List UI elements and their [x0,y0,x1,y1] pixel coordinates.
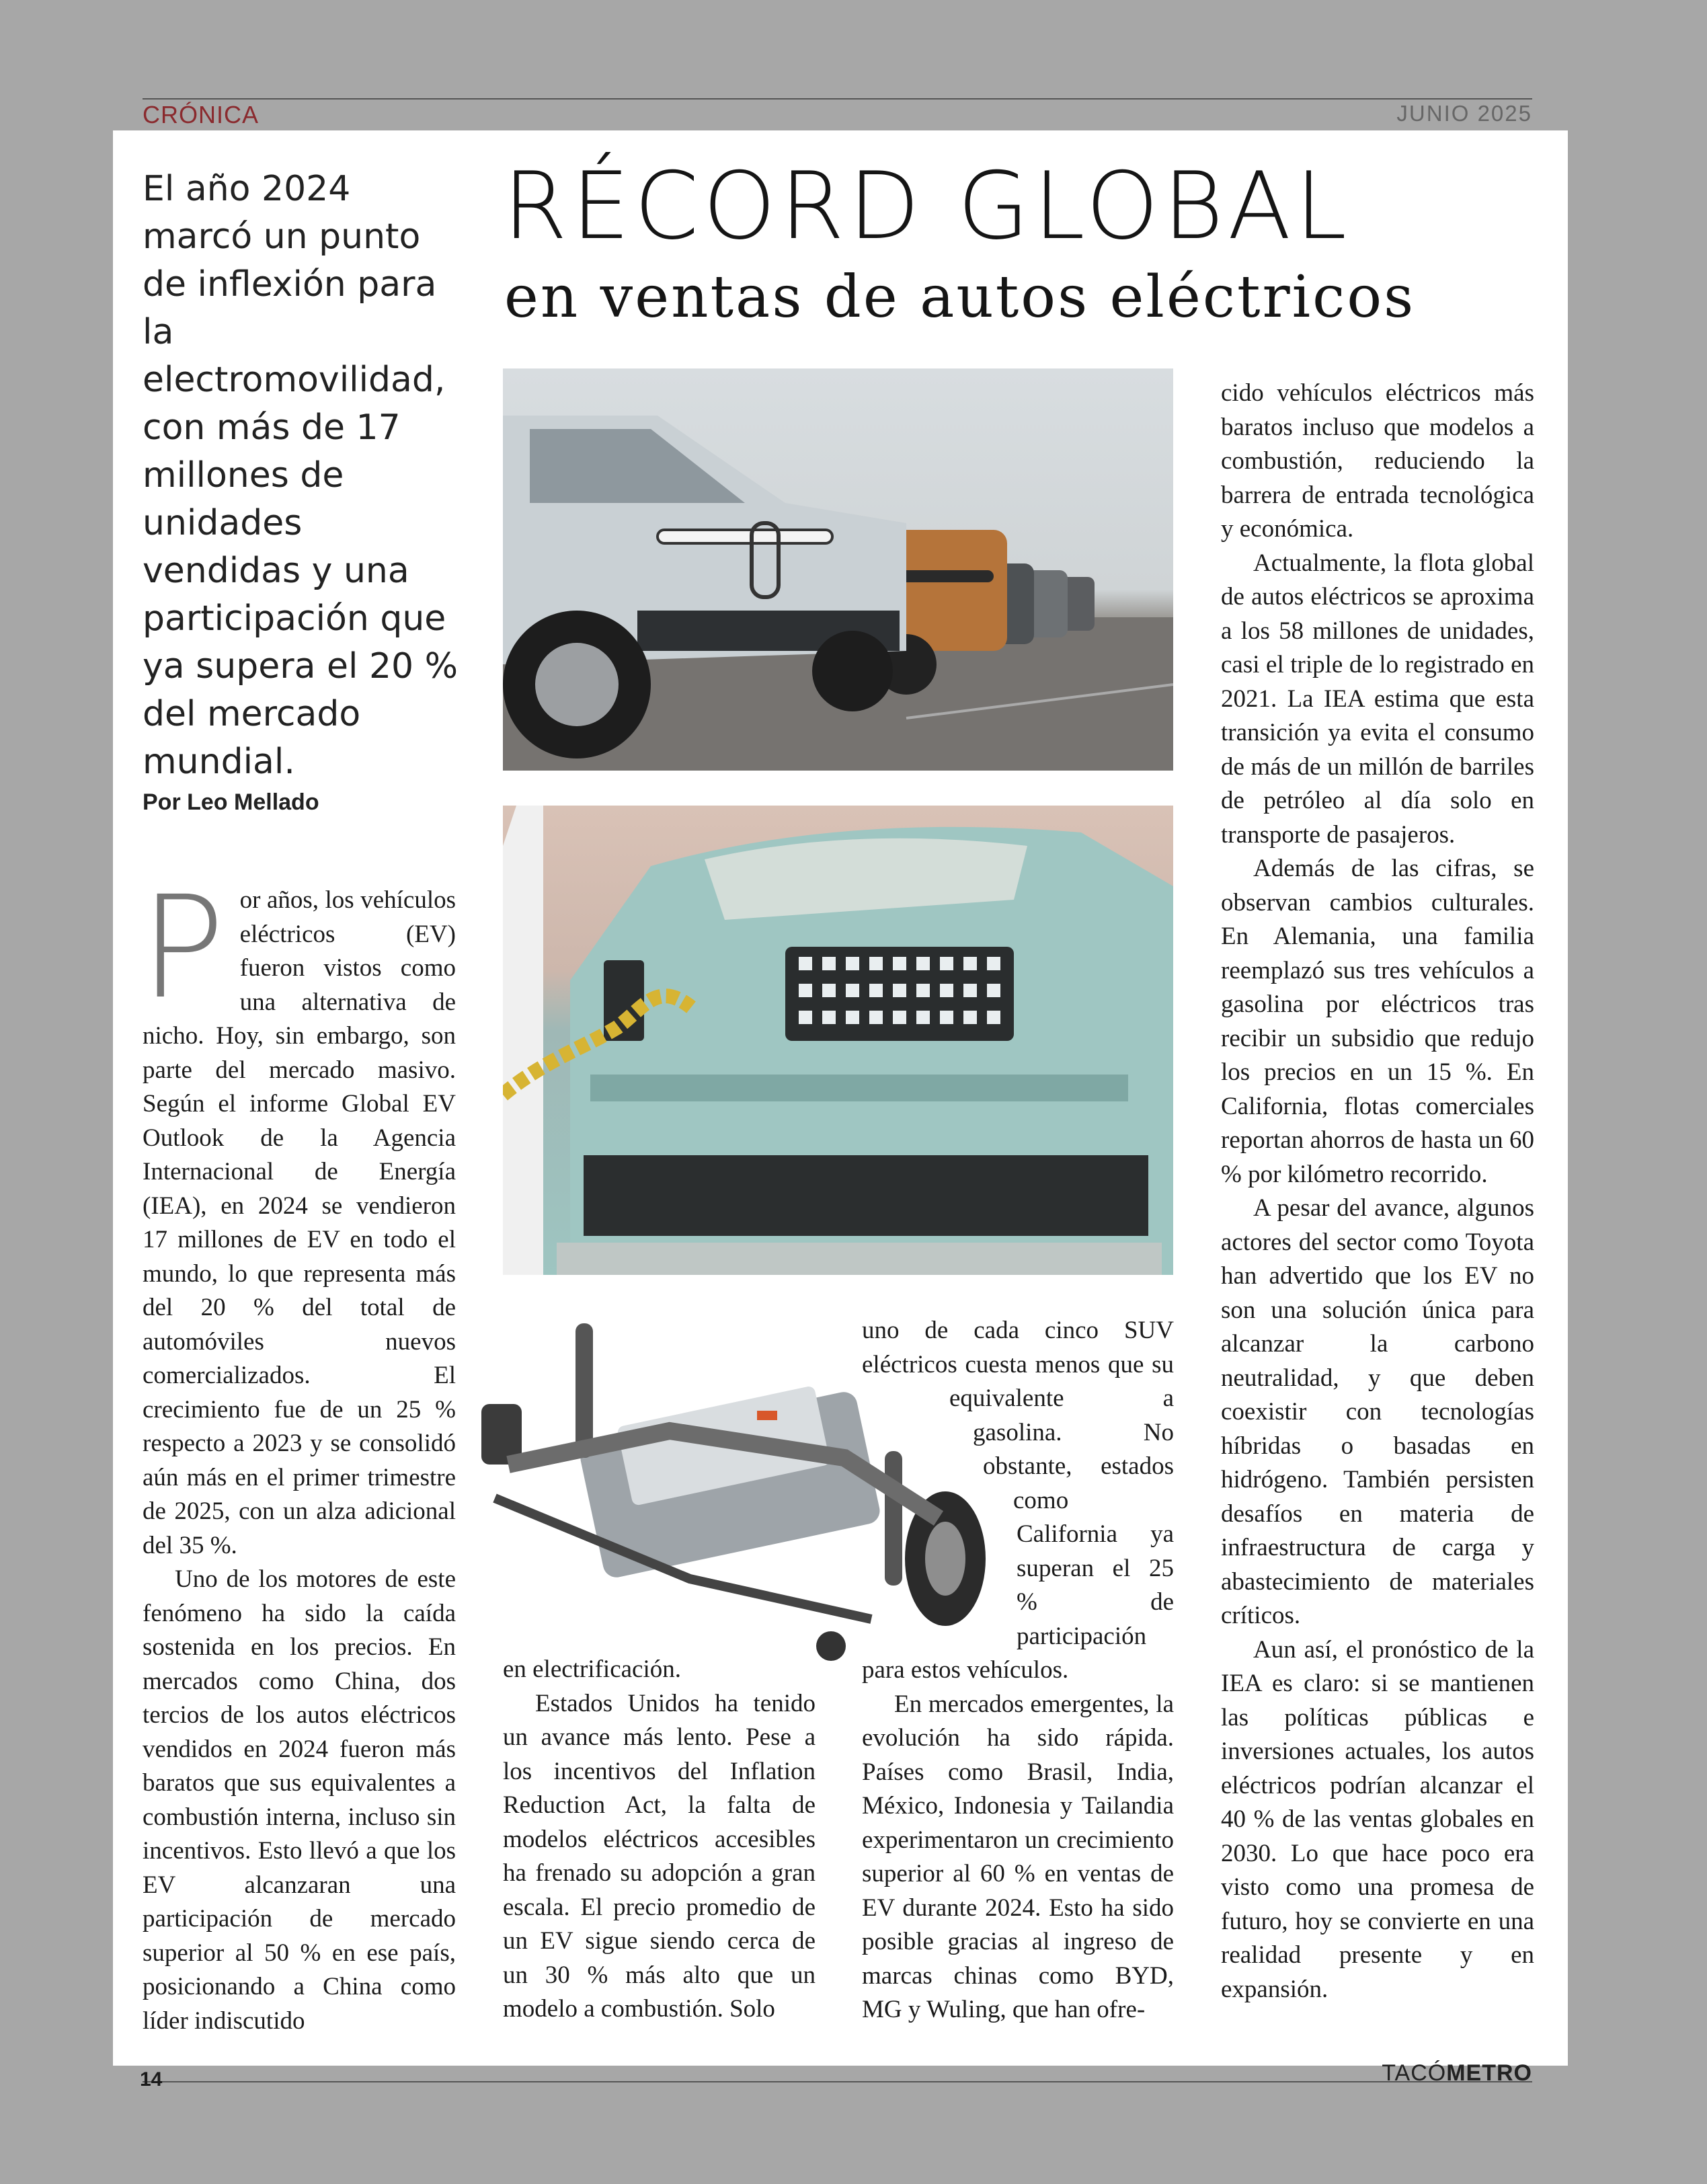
page-number: 14 [140,2068,163,2091]
section-label: CRÓNICA [143,101,260,128]
article-column-1 [140,865,456,2038]
paragraph: cido vehículos eléctricos más baratos incluso que modelos a combustión, reduciendo la barrera de entrada tecnológica y económica. [1221,379,1534,543]
paragraph: A pesar del avance, algunos actores del sector como Toyota han advertido que los EV no son una solución única para alcanzar la carbono neutralidad, y que deben coexistir con tecnologías híbridas o basadas en hidrógeno. También persisten desafíos en materia de infraestructura de carga y abastecimiento de materiales críticos. [1221,1194,1534,1629]
subheadline: en ventas de autos eléctricos [504,264,1416,331]
photo-ev-charging [503,806,1173,1275]
paragraph: Estados Unidos ha tenido un avance más lento. Pese a los incentivos del Inflation Reduction Act, la falta de modelos eléctricos accesibles ha frenado su adopción a gran escala. El precio promedio de un EV sigue siendo cerca de un 30 % más alto que un modelo a combustión. Solo [503,1689,816,2023]
paragraph: Uno de los motores de este fenómeno ha sido la caída sostenida en los precios. En mercados como China, dos tercios de los autos eléctricos vendidos en 2024 fueron más baratos que sus equivalentes a combustión interna, incluso sin incentivos. Esto llevó a que los EV alcanzaran una participación de mercado superior al 50 % en ese país, posicionando a China como líder indiscutido [143,1565,456,2035]
paragraph: Aun así, el pronóstico de la IEA es claro: si se mantienen las políticas públicas e inversiones actuales, los autos eléctricos podrían alcanzar el 40 % de las ventas globales en 2030. Lo que hace poco era visto como una promesa de futuro, hoy se convierte en una realidad presente y en expansión. [1221,1635,1534,2003]
byline: Por Leo Mellado [143,789,319,815]
article-column-3 [862,1314,1174,2027]
paragraph: Por años, los vehículos eléctricos (EV) fueron vistos como una alternativa de nicho. Hoy, sin embargo, son parte del mercado masivo. Según el informe Global EV Outlook de la Agencia Internacional de Energía (IEA), en 2024 se vendieron 17 millones de EV en todo el mundo, lo que representa más del 20 % del total de automóviles nuevos comercializados. El crecimiento fue de un 25 % respecto a 2023 y se consolidó aún más en el primer trimestre de 2025, con un alza adicional del 35 %. [140,865,456,1559]
article-column-2 [503,1653,816,2027]
drop-cap: P [140,865,225,1030]
paragraph: en electrificación. [503,1655,681,1683]
lead-paragraph: El año 2024 marcó un punto de inflexión para la electromovilidad, con más de 17 millones de unidades vendidas y una participación que ya supera el 20 % del mercado mundial. [143,169,459,782]
issue-date: JUNIO 2025 [1396,101,1532,126]
footer-rule [143,2081,1532,2082]
paragraph: uno de cada cinco SUV eléctricos cuesta menos que su equivalente a gasolina. No obstante, estados como California ya superan el 25 % de participación para estos vehículos. [862,1317,1174,1684]
magazine-logo: TACÓMETRO [1382,2060,1532,2086]
headline: RÉCORD GLOBAL [503,152,1351,260]
paragraph: Actualmente, la flota global de autos eléctricos se aproxima a los 58 millones de unidades, casi el triple de lo registrado en 2021. La IEA estima que esta transición ya evita el consumo de más de un millón de barriles de petróleo al día solo en transporte de pasajeros. [1221,549,1534,849]
paragraph: En mercados emergentes, la evolución ha sido rápida. Países como Brasil, India, México, Indonesia y Tailandia experimentaron un crecimiento superior al 60 % en ventas de EV durante 2024. Esto ha sido posible gracias al ingreso de marcas chinas como BYD, MG y Wuling, que han ofre- [862,1690,1174,2023]
paragraph: Además de las cifras, se observan cambios culturales. En Alemania, una familia reemplazó sus tres vehículos a gasolina por eléctricos tras recibir un subsidio que redujo los precios en un 15 %. En California, flotas comerciales reportan ahorros de hasta un 60 % por kilómetro recorrido. [1221,855,1534,1188]
article-column-4 [1221,377,1534,2006]
photo-ev-lineup [503,368,1173,771]
header-rule [143,98,1532,100]
